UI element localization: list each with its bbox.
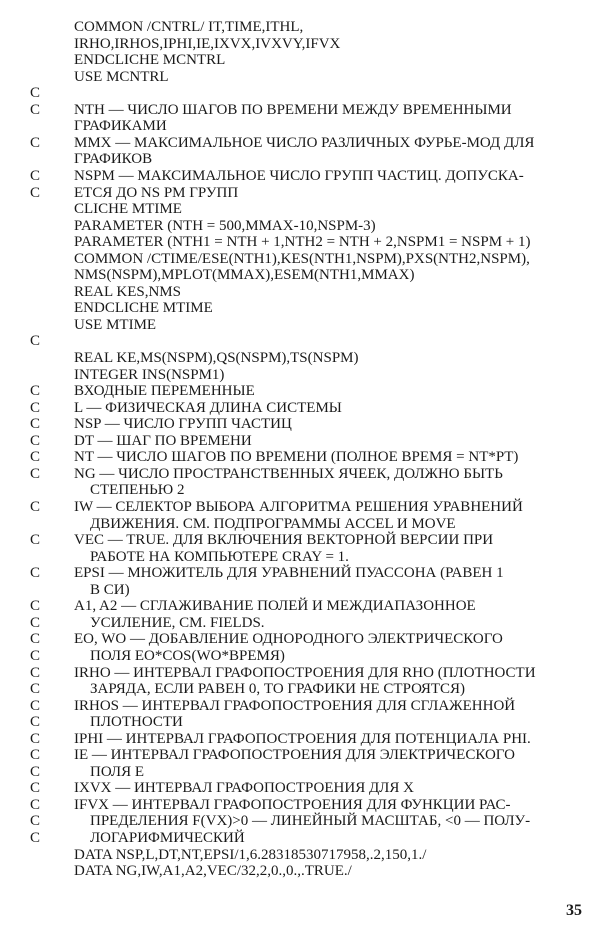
code-line (0, 630, 613, 648)
code-line (0, 746, 613, 764)
code-line (0, 366, 613, 384)
code-line (0, 564, 613, 582)
code-line (0, 680, 613, 698)
code-line (0, 697, 613, 715)
line-text: IRHO,IRHOS,IPHI,IE,IXVX,IVXVY,IFVX (74, 35, 341, 52)
comment-marker: C (30, 532, 41, 549)
line-text: COMMON /CNTRL/ IT,TIME,ITHL, (74, 19, 304, 35)
line-text: L — ФИЗИЧЕСКАЯ ДЛИНА СИСТЕМЫ (74, 399, 342, 416)
code-line (0, 614, 613, 632)
code-line (0, 581, 613, 599)
line-text: CLICHE MTIME (74, 201, 182, 218)
code-line (0, 779, 613, 797)
line-text: ПРЕДЕЛЕНИЯ F(VX)>0 — ЛИНЕЙНЫЙ МАСШТАБ, <0 — ПОЛУ- (90, 813, 531, 830)
code-line (0, 117, 613, 135)
line-text: ПОЛЯ EO*COS(WO*ВРЕМЯ) (90, 647, 285, 664)
code-line (0, 399, 613, 417)
line-text: REAL KE,MS(NSPM),QS(NSPM),TS(NSPM) (74, 350, 359, 366)
comment-marker: C (30, 730, 41, 747)
code-line (0, 465, 613, 483)
comment-marker: C (30, 664, 41, 681)
line-text: IPHI — ИНТЕРВАЛ ГРАФОПОСТРОЕНИЯ ДЛЯ ПОТЕНЦИАЛА PHI. (74, 730, 531, 747)
line-text: IFVX — ИНТЕРВАЛ ГРАФОПОСТРОЕНИЯ ДЛЯ ФУНКЦИИ РАС- (74, 796, 511, 813)
comment-marker: C (30, 813, 41, 830)
page-number: 35 (566, 902, 582, 919)
line-text: NT — ЧИСЛО ШАГОВ ПО ВРЕМЕНИ (ПОЛНОЕ ВРЕМЯ = NT*PT) (74, 449, 519, 466)
code-line (0, 812, 613, 830)
code-line (0, 184, 613, 202)
code-line (0, 498, 613, 516)
code-line (0, 84, 613, 102)
line-text: USE MCNTRL (74, 68, 169, 85)
line-text: PARAMETER (NTH1 = NTH + 1,NTH2 = NTH + 2,NSPM1 = NSPM + 1) (74, 234, 531, 251)
code-line (0, 382, 613, 400)
line-text: COMMON /CTIME/ESE(NTH1),KES(NTH1,NSPM),PXS(NTH2,NSPM), (74, 250, 530, 267)
comment-marker: C (30, 681, 41, 697)
comment-marker: C (30, 647, 41, 664)
line-text: VEC — TRUE. ДЛЯ ВКЛЮЧЕНИЯ ВЕКТОРНОЙ ВЕРСИИ ПРИ (74, 532, 494, 549)
code-line (0, 167, 613, 185)
comment-marker: C (30, 565, 41, 582)
line-text: ВХОДНЫЕ ПЕРЕМЕННЫЕ (74, 383, 255, 400)
code-line (0, 647, 613, 665)
code-line (0, 101, 613, 119)
line-text: EPSI — МНОЖИТЕЛЬ ДЛЯ УРАВНЕНИЙ ПУАССОНА (РАВЕН 1 (74, 565, 504, 582)
code-line (0, 448, 613, 466)
line-text: DATA NSP,L,DT,NT,EPSI/1,6.28318530717958,.2,150,1./ (74, 846, 427, 863)
code-line (0, 332, 613, 350)
line-text: PARAMETER (NTH = 500,MMAX-10,NSPM-3) (74, 217, 376, 234)
code-line (0, 283, 613, 301)
comment-marker: C (30, 614, 41, 631)
code-line (0, 200, 613, 218)
code-line (0, 18, 613, 36)
line-text: РАБОТЕ НА КОМПЬЮТЕРЕ CRAY = 1. (90, 548, 349, 565)
comment-marker: C (30, 383, 41, 400)
line-text: USE MTIME (74, 316, 157, 333)
line-text: NSP — ЧИСЛО ГРУПП ЧАСТИЦ (74, 416, 292, 433)
line-text: A1, A2 — СГЛАЖИВАНИЕ ПОЛЕЙ И МЕЖДИАПАЗОННОЕ (74, 598, 476, 615)
comment-marker: C (30, 747, 41, 764)
line-text: УСИЛЕНИЕ, СМ. FIELDS. (90, 614, 265, 631)
line-text: ДВИЖЕНИЯ. СМ. ПОДПРОГРАММЫ ACCEL И MOVE (90, 515, 456, 532)
line-text: ENDCLICHE MCNTRL (74, 52, 226, 69)
comment-marker: C (30, 449, 41, 466)
code-line (0, 763, 613, 781)
line-text: NMS(NSPM),MPLOT(MMAX),ESEM(NTH1,MMAX) (74, 267, 415, 284)
comment-marker: C (30, 631, 41, 648)
code-line (0, 432, 613, 450)
code-line (0, 548, 613, 566)
comment-marker: C (30, 796, 41, 813)
line-text: IRHO — ИНТЕРВАЛ ГРАФОПОСТРОЕНИЯ ДЛЯ RHO (ПЛОТНОСТИ (74, 664, 536, 681)
line-text: DATA NG,IW,A1,A2,VEC/32,2,0.,0.,.TRUE./ (74, 863, 352, 880)
code-line (0, 515, 613, 533)
line-text: ПОЛЯ E (90, 763, 145, 780)
line-text: INTEGER INS(NSPM1) (74, 366, 225, 383)
line-text: СТЕПЕНЬЮ 2 (90, 482, 185, 499)
line-text: ГРАФИКАМИ (74, 118, 167, 135)
comment-marker: C (30, 697, 41, 714)
line-text: MMX — МАКСИМАЛЬНОЕ ЧИСЛО РАЗЛИЧНЫХ ФУРЬЕ-МОД ДЛЯ (74, 134, 535, 151)
code-line (0, 796, 613, 814)
code-line (0, 349, 613, 367)
code-line (0, 713, 613, 731)
line-text: IXVX — ИНТЕРВАЛ ГРАФОПОСТРОЕНИЯ ДЛЯ X (74, 780, 414, 797)
code-line (0, 250, 613, 268)
line-text: NTH — ЧИСЛО ШАГОВ ПО ВРЕМЕНИ МЕЖДУ ВРЕМЕННЫМИ (74, 101, 512, 118)
line-text: IRHOS — ИНТЕРВАЛ ГРАФОПОСТРОЕНИЯ ДЛЯ СГЛАЖЕННОЙ (74, 697, 516, 714)
comment-marker: C (30, 499, 41, 515)
code-line (0, 597, 613, 615)
line-text: ЛОГАРИФМИЧЕСКИЙ (90, 830, 245, 846)
code-line (0, 664, 613, 682)
comment-marker: C (30, 830, 41, 846)
line-text: ENDCLICHE MTIME (74, 300, 213, 317)
code-line (0, 862, 613, 880)
line-text: EO, WO — ДОБАВЛЕНИЕ ОДНОРОДНОГО ЭЛЕКТРИЧЕСКОГО (74, 631, 503, 648)
comment-marker: C (30, 714, 41, 731)
code-line (0, 481, 613, 499)
line-text: NG — ЧИСЛО ПРОСТРАНСТВЕННЫХ ЯЧЕЕК, ДОЛЖНО БЫТЬ (74, 465, 503, 482)
comment-marker: C (30, 432, 41, 449)
code-line (0, 134, 613, 152)
code-line (0, 68, 613, 86)
code-line (0, 266, 613, 284)
comment-marker: C (30, 134, 41, 151)
line-text: ЕТСЯ ДО NS PM ГРУПП (74, 184, 239, 201)
comment-marker: C (30, 101, 41, 118)
comment-marker: C (30, 184, 41, 201)
code-line (0, 531, 613, 549)
code-line (0, 35, 613, 53)
code-line (0, 51, 613, 69)
line-text: ГРАФИКОВ (74, 151, 153, 168)
comment-marker: C (30, 168, 41, 184)
line-text: DT — ШАГ ПО ВРЕМЕНИ (74, 432, 252, 449)
code-line (0, 415, 613, 433)
code-line (0, 846, 613, 864)
comment-marker: C (30, 85, 41, 102)
comment-marker: C (30, 598, 41, 615)
line-text: IE — ИНТЕРВАЛ ГРАФОПОСТРОЕНИЯ ДЛЯ ЭЛЕКТРИЧЕСКОГО (74, 747, 515, 764)
line-text: ЗАРЯДА, ЕСЛИ РАВЕН 0, ТО ГРАФИКИ НЕ СТРОЯТСЯ) (90, 681, 466, 697)
code-line (0, 299, 613, 317)
line-text: NSPM — МАКСИМАЛЬНОЕ ЧИСЛО ГРУПП ЧАСТИЦ. ДОПУСКА- (74, 168, 524, 184)
comment-marker: C (30, 763, 41, 780)
line-text: IW — СЕЛЕКТОР ВЫБОРА АЛГОРИТМА РЕШЕНИЯ УРАВНЕНИЙ (74, 499, 523, 515)
line-text: ПЛОТНОСТИ (90, 714, 183, 731)
code-line (0, 217, 613, 235)
code-line (0, 150, 613, 168)
comment-marker: C (30, 416, 41, 433)
comment-marker: C (30, 333, 41, 350)
comment-marker: C (30, 780, 41, 797)
code-line (0, 316, 613, 334)
code-line (0, 829, 613, 847)
comment-marker: C (30, 465, 41, 482)
comment-marker: C (30, 399, 41, 416)
code-line (0, 233, 613, 251)
line-text: В СИ) (90, 581, 130, 598)
line-text: REAL KES,NMS (74, 283, 181, 300)
code-line (0, 730, 613, 748)
